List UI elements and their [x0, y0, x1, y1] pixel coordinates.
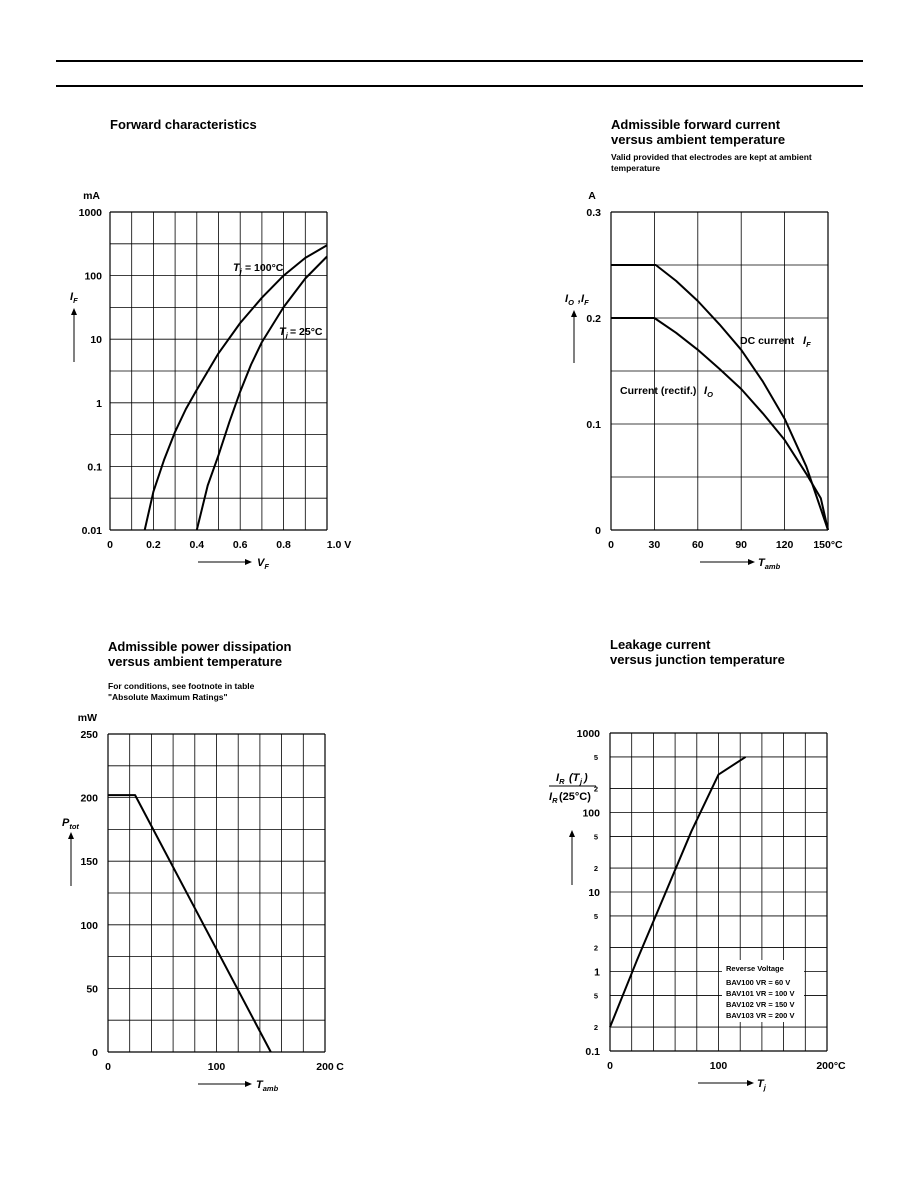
- y-axis-arrow-head: [71, 308, 77, 315]
- legend-line: BAV101 VR = 100 V: [726, 989, 795, 998]
- y-minor-tick-label: 5: [593, 832, 598, 842]
- x-tick-label: 0: [607, 1060, 613, 1072]
- x-axis-label: $T_{amb}$: [256, 1079, 279, 1093]
- chart-leakage-current: [549, 637, 846, 1092]
- y-unit: mA: [83, 190, 100, 202]
- y-tick-label: 1000: [78, 207, 102, 219]
- chart-title: Forward characteristics: [110, 117, 257, 132]
- x-tick-label: 200: [316, 1061, 334, 1073]
- x-axis-label: $T_{amb}$: [758, 557, 781, 571]
- y-tick-label: 0.1: [586, 419, 601, 431]
- y-tick-label: 0.01: [81, 525, 102, 537]
- x-tick-label: 30: [648, 539, 661, 551]
- y-tick-label: 0: [92, 1047, 98, 1059]
- y-axis-label-numerator-j: j: [580, 777, 583, 786]
- x-axis-arrow-head: [245, 559, 252, 565]
- y-axis-label-numerator-close: ): [584, 772, 588, 784]
- legend-line: BAV103 VR = 200 V: [726, 1011, 795, 1020]
- y-axis-label-io: $I_O$: [565, 293, 574, 307]
- chart-forward-characteristics: [70, 117, 351, 571]
- series-label-100C-value: = 100°C: [245, 262, 284, 274]
- y-tick-label: 1000: [576, 728, 600, 740]
- chart-title: Admissible power dissipation: [108, 639, 292, 654]
- y-tick-label: 100: [84, 270, 102, 283]
- y-minor-tick-label: 5: [593, 991, 598, 1001]
- x-tick-label: 100: [709, 1060, 728, 1072]
- x-tick-label: 0.2: [146, 539, 161, 551]
- y-axis-label: $I_F$: [70, 291, 78, 305]
- x-axis-label: $V_F$: [257, 557, 269, 571]
- y-tick-label: 200: [80, 792, 98, 805]
- chart-title: versus ambient temperature: [611, 132, 786, 147]
- chart-note: temperature: [611, 163, 661, 173]
- y-minor-tick-label: 2: [593, 864, 598, 874]
- y-tick-label: 0.2: [586, 313, 601, 325]
- y-tick-label: 50: [86, 983, 98, 996]
- series-label-rectif: Current (rectif.): [620, 385, 697, 397]
- y-tick-label: 0.1: [87, 461, 102, 474]
- y-tick-label: 1: [594, 966, 600, 979]
- y-minor-tick-label: 2: [593, 943, 598, 953]
- x-tick-label: 100: [207, 1061, 226, 1073]
- y-axis-arrow-head: [569, 830, 575, 837]
- series-label-rectif-symbol: $I_O$: [704, 385, 713, 399]
- y-axis-label-if: $,I_F$: [578, 293, 589, 307]
- y-tick-label: 1: [96, 397, 102, 410]
- y-tick-label: 150: [80, 856, 98, 869]
- y-axis-label-denominator-value: (25°C): [559, 791, 591, 803]
- y-tick-label: 10: [588, 887, 600, 899]
- y-tick-label: 0: [595, 525, 601, 537]
- series-label-100C: $T_j$: [233, 262, 242, 276]
- y-tick-label: 0.1: [585, 1046, 600, 1058]
- x-axis-label: $T_j$: [757, 1078, 766, 1092]
- series-label-dc: DC current: [740, 335, 795, 347]
- x-unit: C: [336, 1061, 344, 1073]
- y-axis-label: $P_{tot}$: [62, 817, 79, 831]
- x-axis-arrow-head: [245, 1081, 252, 1087]
- legend-line: BAV102 VR = 150 V: [726, 1000, 795, 1009]
- chart-note: For conditions, see footnote in table: [108, 681, 255, 691]
- y-minor-tick-label: 5: [593, 911, 598, 921]
- y-minor-tick-label: 2: [593, 1023, 598, 1033]
- y-unit: mW: [77, 712, 97, 724]
- y-axis-label-numerator-tj: (T: [569, 772, 580, 784]
- x-axis-arrow-head: [747, 1080, 754, 1086]
- legend-heading: Reverse Voltage: [726, 964, 784, 973]
- series-line: [611, 265, 828, 530]
- x-tick-label: 0.8: [276, 539, 291, 551]
- chart-note: "Absolute Maximum Ratings": [108, 692, 228, 702]
- x-tick-label: 0: [107, 539, 113, 551]
- y-axis-label-numerator: $I_R$: [556, 772, 565, 786]
- chart-title: Admissible forward current: [611, 117, 781, 132]
- x-tick-label: 60: [691, 539, 704, 551]
- chart-power-dissipation: [62, 639, 344, 1093]
- y-axis-label-denominator: $I_R$: [549, 791, 558, 805]
- y-tick-label: 0.3: [586, 207, 601, 219]
- series-line: [108, 795, 271, 1052]
- y-tick-label: 10: [90, 334, 102, 347]
- x-tick-label: 90: [735, 539, 748, 551]
- series-label-25C: $T_j$: [279, 326, 288, 340]
- y-minor-tick-label: 5: [593, 752, 598, 762]
- chart-title: versus ambient temperature: [108, 654, 283, 669]
- x-axis-arrow-head: [748, 559, 755, 565]
- y-unit: A: [588, 190, 596, 202]
- x-tick-label: 0.4: [189, 539, 205, 551]
- series-line: [145, 245, 327, 530]
- chart-title: versus junction temperature: [610, 652, 785, 667]
- series-label-25C-value: = 25°C: [290, 326, 323, 338]
- chart-forward-current: [565, 117, 843, 571]
- x-tick-label: 0: [608, 539, 614, 551]
- legend-line: BAV100 VR = 60 V: [726, 978, 791, 987]
- chart-title: Leakage current: [610, 637, 711, 652]
- x-tick-label: 150°C: [813, 539, 843, 551]
- y-tick-label: 100: [582, 807, 600, 820]
- series-label-dc-symbol: $I_F$: [803, 335, 811, 349]
- y-axis-arrow-head: [68, 832, 74, 839]
- chart-note: Valid provided that electrodes are kept at ambient: [611, 152, 812, 162]
- y-minor-tick-label: 2: [593, 784, 598, 794]
- x-tick-label: 1.0 V: [326, 539, 352, 551]
- y-tick-label: 250: [80, 729, 98, 741]
- y-tick-label: 100: [80, 919, 98, 932]
- y-axis-arrow-head: [571, 310, 577, 317]
- x-tick-label: 120: [775, 539, 794, 551]
- x-tick-label: 0.6: [232, 539, 248, 551]
- x-tick-label: 0: [105, 1061, 111, 1073]
- x-tick-label: 200°C: [816, 1060, 846, 1072]
